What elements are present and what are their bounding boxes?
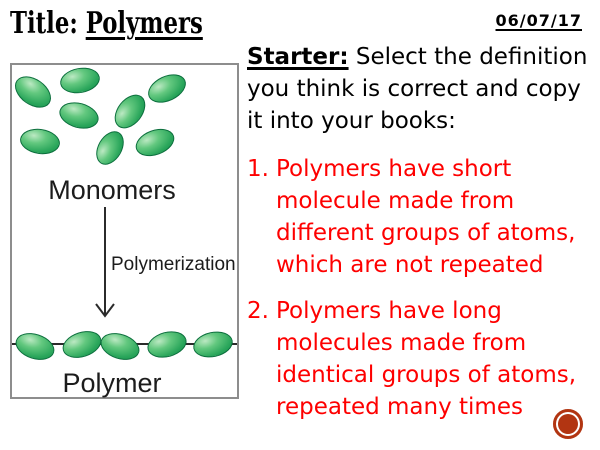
title-prefix: Title: bbox=[10, 6, 86, 41]
page-title bbox=[10, 6, 203, 41]
starter-label: Starter: bbox=[247, 44, 349, 70]
option-2-number: 2. bbox=[247, 298, 269, 324]
starter-lines bbox=[247, 73, 597, 137]
text-line: you think is correct and copy bbox=[247, 76, 581, 102]
text-line: different groups of atoms, bbox=[276, 220, 576, 246]
text-line: which are not repeated bbox=[276, 252, 544, 278]
starter-paragraph bbox=[247, 41, 597, 137]
option-1-number: 1. bbox=[247, 156, 269, 182]
monomers-label: Monomers bbox=[48, 175, 176, 205]
text-line: molecule made from bbox=[276, 188, 515, 214]
starter-line-1-rest: Select the definition bbox=[348, 44, 588, 70]
polymer-label: Polymer bbox=[62, 368, 162, 398]
text-line: it into your books: bbox=[247, 108, 456, 134]
option-1-text bbox=[276, 153, 575, 281]
definition-option-1 bbox=[247, 153, 597, 281]
polymerization-diagram bbox=[10, 63, 239, 399]
polymerization-label: Polymerization bbox=[111, 254, 236, 275]
text-line: Polymers have long bbox=[276, 298, 502, 324]
definition-option-2 bbox=[247, 295, 597, 423]
red-circle-marker bbox=[553, 409, 583, 439]
title-word: Polymers bbox=[85, 6, 203, 41]
option-2-text bbox=[276, 295, 576, 423]
text-line: Polymers have short bbox=[276, 156, 512, 182]
date-label: 06/07/17 bbox=[495, 11, 582, 30]
starter-line-1 bbox=[247, 41, 597, 73]
text-line: identical groups of atoms, bbox=[276, 362, 577, 388]
text-line: repeated many times bbox=[276, 394, 523, 420]
text-line: molecules made from bbox=[276, 330, 527, 356]
